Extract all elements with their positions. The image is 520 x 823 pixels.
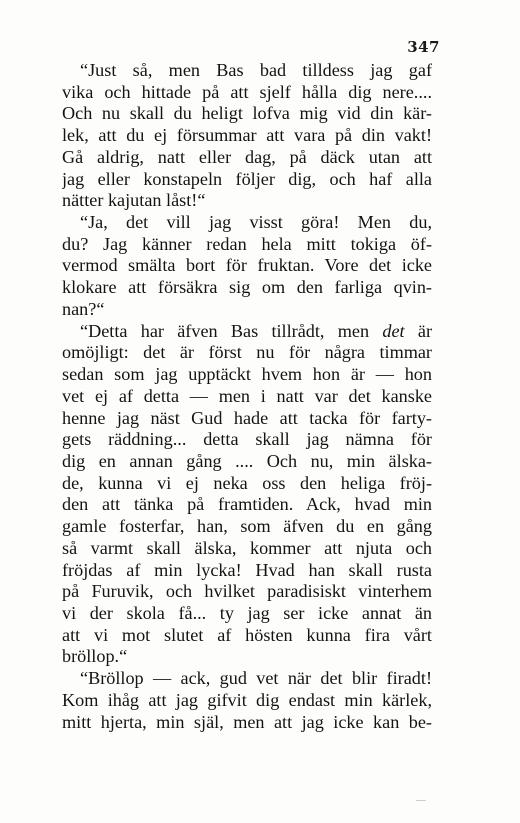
text-line: vet ej af detta — men i natt var det kanske bbox=[62, 385, 432, 406]
text-line: “Bröllop — ack, gud vet när det blir firadt! bbox=[80, 668, 432, 689]
text-line: henne jag näst Gud hade att tacka för farty- bbox=[62, 407, 432, 428]
text-line: du? Jag känner redan hela mitt tokiga öf- bbox=[62, 233, 432, 254]
text-line: klokare att försäkra sig om den farliga qvin- bbox=[62, 277, 432, 298]
text-line: fröjdas af min lycka! Hvad han skall rusta bbox=[62, 559, 432, 580]
text-line: gamle fosterfar, han, som äfven du en gång bbox=[62, 516, 432, 537]
text-line: så varmt skall älska, kommer att njuta och bbox=[62, 537, 432, 558]
text-line: gets räddning... detta skall jag nämna för bbox=[62, 429, 432, 450]
text-line: Gå aldrig, natt eller dag, på däck utan att bbox=[62, 146, 432, 167]
text-line: på Furuvik, och hvilket paradisiskt vinterhem bbox=[62, 581, 432, 602]
text-line: “Just så, men Bas bad tilldess jag gaf bbox=[80, 60, 432, 80]
text-line: att vi mot slutet af hösten kunna fira vårt bbox=[62, 624, 432, 645]
text-line: dig en annan gång .... Och nu, min älska- bbox=[62, 450, 432, 471]
text-line: vika och hittade på att sjelf hålla dig nere.... bbox=[62, 81, 432, 102]
text-line: omöjligt: det är först nu för några timmar bbox=[62, 342, 432, 363]
text-line: bröllop.“ bbox=[62, 646, 128, 667]
body-text bbox=[62, 60, 432, 733]
text-line: vermod smälta bort för fruktan. Vore det icke bbox=[62, 255, 432, 276]
text-line: den att tänka på framtiden. Ack, hvad min bbox=[62, 494, 432, 515]
text-line: vi der skola få... ty jag ser icke annat än bbox=[62, 602, 432, 623]
page-number: 347 bbox=[407, 38, 440, 56]
text-line: sedan som jag upptäckt hvem hon är — hon bbox=[62, 364, 432, 385]
print-mark bbox=[416, 800, 426, 801]
text-line: nan?“ bbox=[62, 298, 105, 319]
text-line: “Detta har äfven Bas tillrådt, men det är bbox=[80, 320, 432, 341]
text-line: “Ja, det vill jag visst göra! Men du, bbox=[80, 212, 432, 233]
text-line: jag eller konstapeln följer dig, och haf alla bbox=[62, 168, 432, 189]
text-line: de, kunna vi ej neka oss den heliga fröj- bbox=[62, 472, 432, 493]
text-line: lek, att du ej försummar att vara på din vakt! bbox=[62, 125, 432, 146]
text-line: mitt hjerta, min själ, men att jag icke kan be- bbox=[62, 711, 432, 732]
text-line: Och nu skall du heligt lofva mig vid din kär- bbox=[62, 103, 432, 124]
text-line: nätter kajutan låst!“ bbox=[62, 190, 206, 211]
text-line: Kom ihåg att jag gifvit dig endast min kärlek, bbox=[62, 689, 432, 710]
